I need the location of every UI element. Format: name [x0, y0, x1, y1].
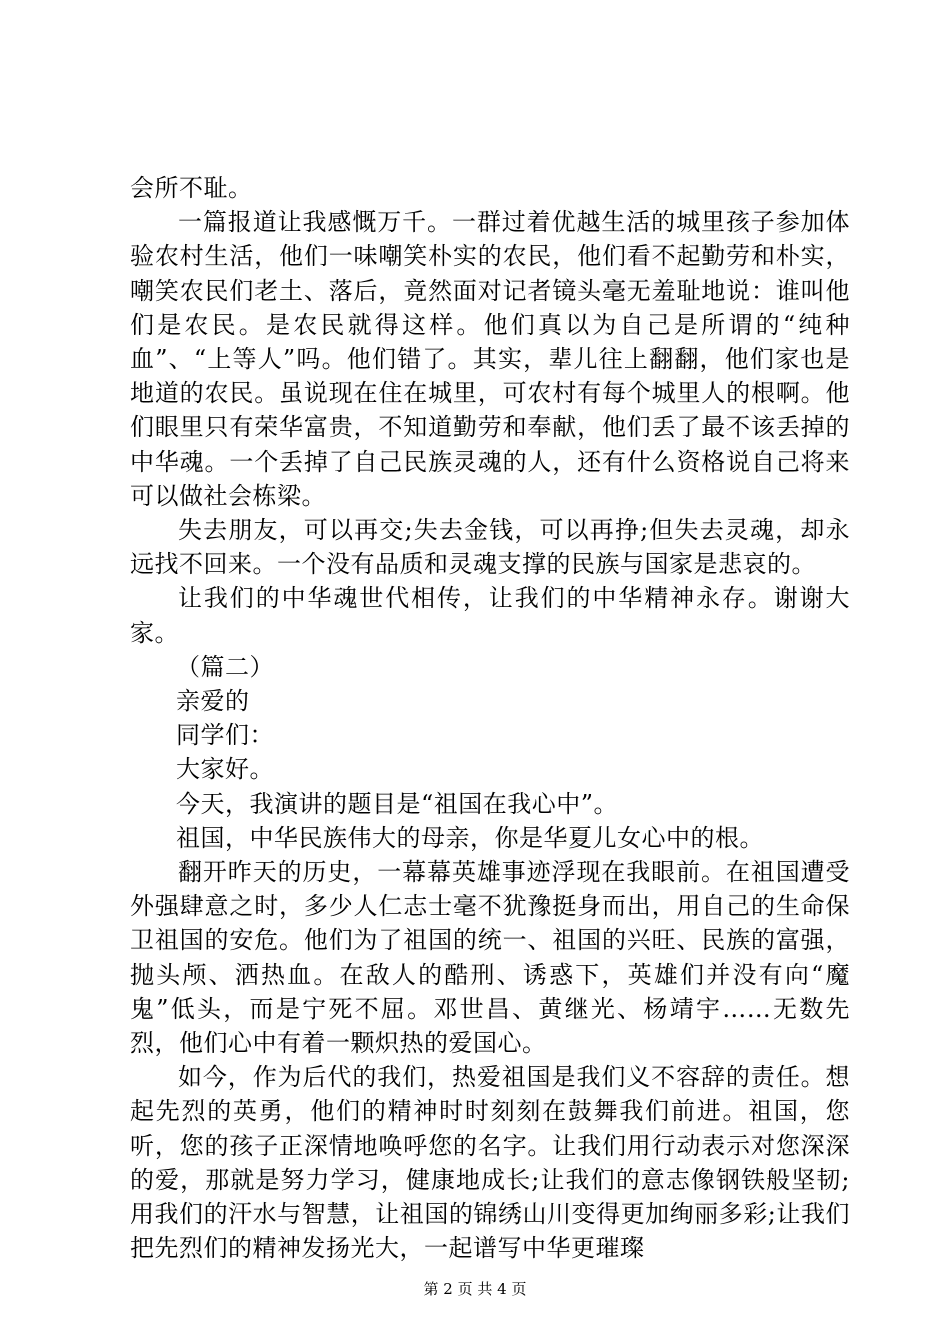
- paragraph-history: 翻开昨天的历史，一幕幕英雄事迹浮现在我眼前。在祖国遭受外强肆意之时，多少人仁志士毫不犹豫挺身而出，用自己的生命保卫祖国的安危。他们为了祖国的统一、祖国的兴旺、民族的富强，抛头颅、洒热血。在敌人的酷刑、诱惑下，英雄们并没有向“魔鬼”低头，而是宁死不屈。邓世昌、黄继光、杨靖宇……无数先烈，他们心中有着一颗炽热的爱国心。: [130, 858, 850, 1058]
- paragraph-today: 如今，作为后代的我们，热爱祖国是我们义不容辞的责任。想起先烈的英勇，他们的精神时时刻刻在鼓舞我们前进。祖国，您听，您的孩子正深情地唤呼您的名字。让我们用行动表示对您深深的爱，那就是努力学习，健康地成长;让我们的意志像钢铁般坚韧;用我们的汗水与智慧，让祖国的锦绣山川变得更加绚丽多彩;让我们把先烈们的精神发扬光大，一起谱写中华更璀璨: [130, 1063, 850, 1263]
- greeting-line: 大家好。: [176, 755, 274, 784]
- page-number-footer: 第 2 页 共 4 页: [423, 1280, 527, 1298]
- speech-topic-line: 今天，我演讲的题目是“祖国在我心中”。: [176, 789, 619, 818]
- paragraph-lose-soul: 失去朋友，可以再交;失去金钱，可以再挣;但失去灵魂，却永远找不回来。一个没有品质和灵魂支撑的民族与国家是悲哀的。: [130, 516, 850, 579]
- paragraph-report: 一篇报道让我感慨万千。一群过着优越生活的城里孩子参加体验农村生活，他们一味嘲笑朴实的农民，他们看不起勤劳和朴实，嘲笑农民们老土、落后，竟然面对记者镜头毫无羞耻地说：谁叫他们是农民。是农民就得这样。他们真以为自己是所谓的“纯种血”、“上等人”吗。他们错了。其实，辈儿往上翻翻，他们家也是地道的农民。虽说现在住在城里，可农村有每个城里人的根啊。他们眼里只有荣华富贵，不知道勤劳和奉献，他们丢了最不该丢掉的中华魂。一个丢掉了自己民族灵魂的人，还有什么资格说自己将来可以做社会栋梁。: [130, 208, 850, 510]
- motherland-line: 祖国，中华民族伟大的母亲，你是华夏儿女心中的根。: [176, 823, 764, 852]
- paragraph-continuation: 会所不耻。: [130, 174, 253, 202]
- paragraph-closing: 让我们的中华魂世代相传，让我们的中华精神永存。谢谢大家。: [130, 584, 850, 647]
- document-body: [130, 171, 850, 1266]
- salutation-line-1: 亲爱的: [176, 687, 250, 716]
- section-heading-part-two: （篇二）: [176, 652, 274, 681]
- salutation-line-2: 同学们：: [176, 721, 274, 750]
